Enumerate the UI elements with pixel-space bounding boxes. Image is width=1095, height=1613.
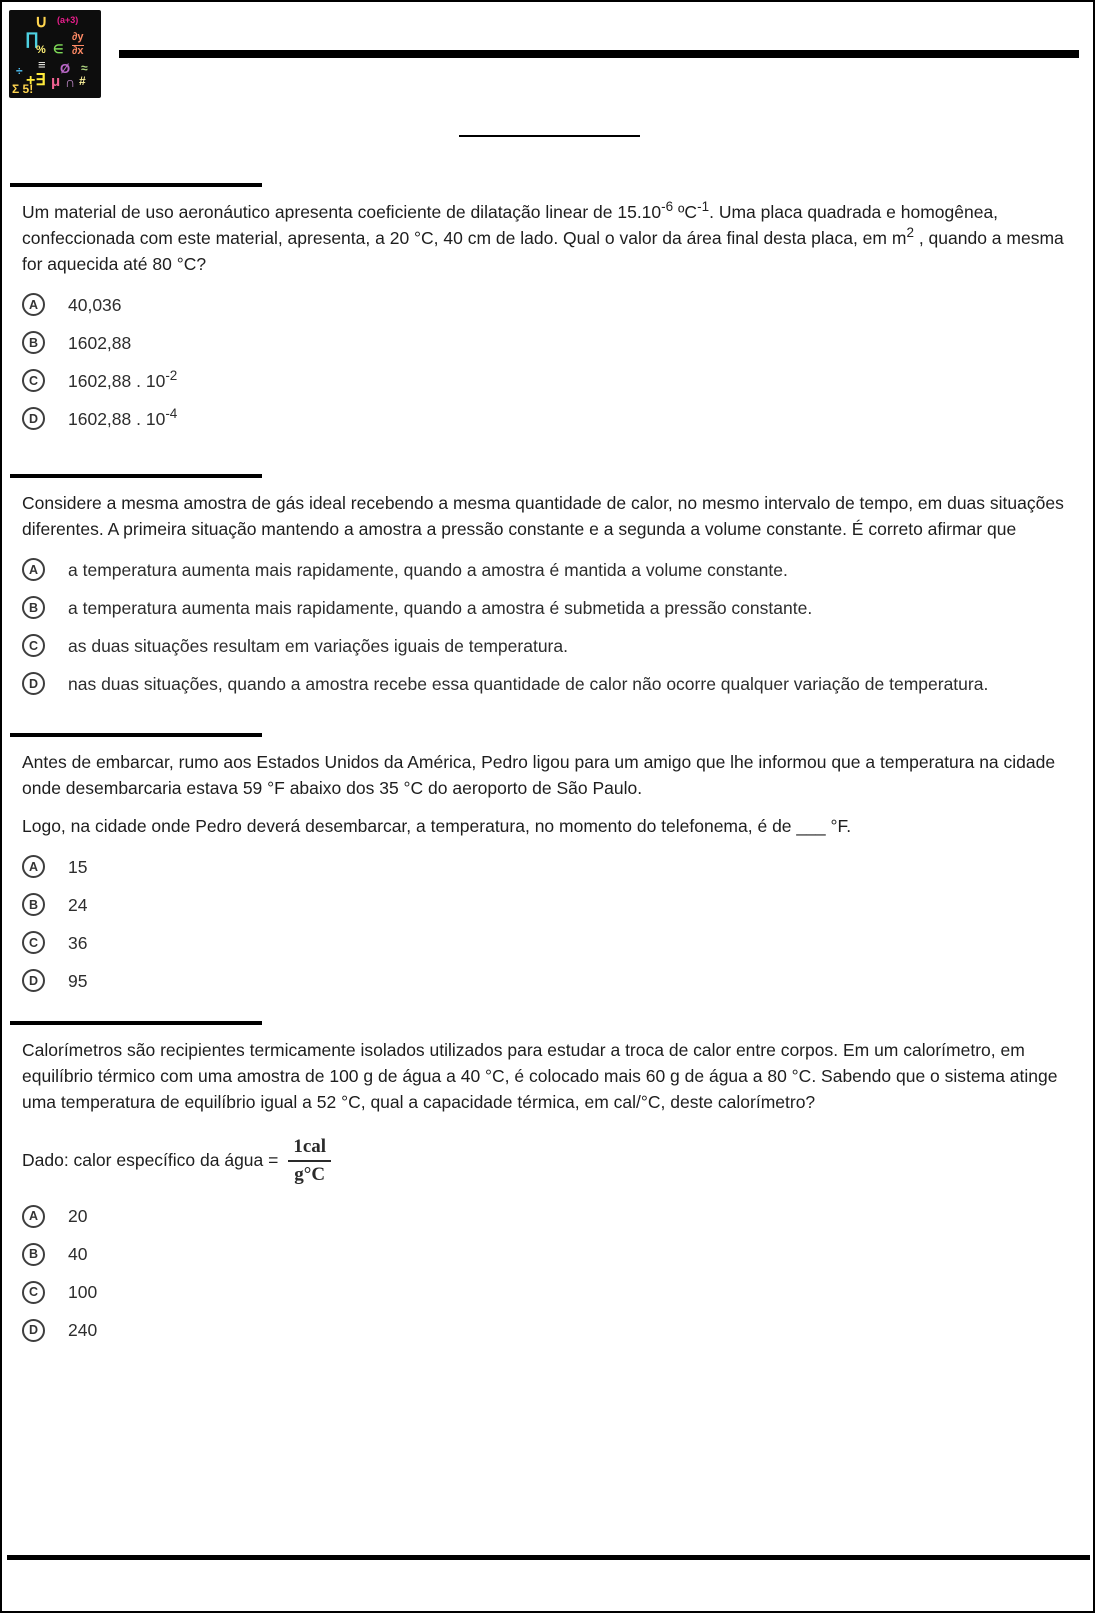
question-2-divider bbox=[10, 474, 262, 478]
question-2 bbox=[10, 474, 1084, 697]
math-symbols-logo bbox=[9, 10, 101, 98]
option-1b-text: 1602,88 bbox=[68, 332, 132, 353]
option-2b-badge: B bbox=[22, 596, 45, 619]
logo-symbol: (a+3) bbox=[57, 15, 79, 25]
questions-area bbox=[10, 183, 1084, 1355]
option-2d-text: nas duas situações, quando a amostra recebe essa quantidade de calor não ocorre qualquer variação de temperatura. bbox=[68, 673, 989, 694]
option-3b-text: 24 bbox=[68, 894, 88, 915]
logo-symbol: ∂y bbox=[72, 31, 84, 43]
option-4a[interactable] bbox=[22, 1203, 1084, 1230]
logo-symbol: μ bbox=[51, 73, 61, 90]
fraction-numerator: 1cal bbox=[288, 1135, 331, 1162]
logo-symbol: ∪ bbox=[35, 12, 48, 31]
option-2d-badge: D bbox=[22, 672, 45, 695]
option-1c-text: 1602,88 . $10^{-2}$ bbox=[68, 367, 178, 391]
logo-symbol: ÷ bbox=[16, 64, 23, 78]
option-2b-text: a temperatura aumenta mais rapidamente, quando a amostra é submetida a pressão constante. bbox=[68, 597, 813, 618]
question-1-text: Um material de uso aeronáutico apresenta coeficiente de dilatação linear de $15.10^{-6}$ ºC$^{-1}$. Uma placa quadrada e homogênea, confeccionada com este material, apresenta, a 20 °C, 40 cm de lado. Qual o valor da área final desta placa, em $m^2$ , quando a mesma for aquecida até 80 °C? bbox=[22, 199, 1064, 274]
question-3-text-2: Logo, na cidade onde Pedro deverá desembarcar, a temperatura, no momento do telefonema, é de ___ °F. bbox=[22, 816, 852, 836]
logo-symbol: ∩ bbox=[65, 74, 76, 90]
option-3a-text: 15 bbox=[68, 856, 88, 877]
logo-symbol: Σ 5! bbox=[12, 82, 34, 96]
question-3 bbox=[10, 733, 1084, 994]
question-3-options bbox=[22, 853, 1084, 994]
question-2-text: Considere a mesma amostra de gás ideal recebendo a mesma quantidade de calor, no mesmo intervalo de tempo, em duas situações diferentes. A primeira situação mantendo a amostra a pressão constante e a segunda a volume constante. É correto afirmar que bbox=[22, 493, 1064, 539]
question-3-text: Antes de embarcar, rumo aos Estados Unidos da América, Pedro ligou para um amigo que lhe informou que a temperatura na cidade onde desembarcaria estava 59 °F abaixo dos 35 °C do aeroporto de São Paulo. bbox=[22, 752, 1056, 798]
option-1d[interactable] bbox=[22, 405, 1084, 432]
question-4-options bbox=[22, 1203, 1084, 1344]
footer-rule bbox=[7, 1555, 1090, 1560]
option-1b-badge: B bbox=[22, 331, 45, 354]
option-1b[interactable] bbox=[22, 329, 1084, 356]
option-1d-text: 1602,88 . $10^{-4}$ bbox=[68, 405, 178, 429]
option-4c[interactable] bbox=[22, 1279, 1084, 1306]
option-4b-badge: B bbox=[22, 1243, 45, 1266]
option-3b[interactable] bbox=[22, 891, 1084, 918]
option-1c-badge: C bbox=[22, 369, 45, 392]
option-4b-text: 40 bbox=[68, 1244, 88, 1264]
option-2d[interactable] bbox=[22, 670, 1084, 697]
logo-symbol: +∃ bbox=[26, 72, 46, 89]
option-4a-text: 20 bbox=[68, 1206, 88, 1226]
option-2b[interactable] bbox=[22, 594, 1084, 621]
logo-symbol: ≡ bbox=[38, 57, 46, 72]
question-1-options bbox=[22, 291, 1084, 432]
option-1c[interactable] bbox=[22, 367, 1084, 394]
option-3b-badge: B bbox=[22, 893, 45, 916]
question-4 bbox=[10, 1021, 1084, 1344]
option-4a-badge: A bbox=[22, 1205, 45, 1228]
option-4b[interactable] bbox=[22, 1241, 1084, 1268]
option-3c[interactable] bbox=[22, 929, 1084, 956]
logo-symbol: ∈ bbox=[53, 42, 64, 56]
option-1a[interactable] bbox=[22, 291, 1084, 318]
logo-symbol: ∏ bbox=[25, 29, 39, 48]
option-3c-badge: C bbox=[22, 931, 45, 954]
question-1-divider bbox=[10, 183, 262, 187]
logo-symbol: % bbox=[36, 44, 46, 56]
title-blank-line bbox=[459, 135, 640, 137]
option-3d[interactable] bbox=[22, 967, 1084, 994]
header-rule bbox=[119, 50, 1079, 58]
logo-symbol: Ø bbox=[60, 61, 71, 76]
option-4d[interactable] bbox=[22, 1317, 1084, 1344]
option-2a-text: a temperatura aumenta mais rapidamente, quando a amostra é mantida a volume constante. bbox=[68, 559, 788, 580]
option-4d-badge: D bbox=[22, 1319, 45, 1342]
option-4d-text: 240 bbox=[68, 1320, 98, 1340]
fraction-denominator: g°C bbox=[294, 1163, 326, 1185]
question-4-divider bbox=[10, 1021, 262, 1025]
question-3-divider bbox=[10, 733, 262, 737]
option-1a-text: 40,036 bbox=[68, 294, 122, 315]
option-3a[interactable] bbox=[22, 853, 1084, 880]
logo-symbol: ≈ bbox=[81, 61, 88, 75]
option-4c-text: 100 bbox=[68, 1282, 98, 1302]
question-1 bbox=[10, 183, 1084, 432]
option-2c-text: as duas situações resultam em variações iguais de temperatura. bbox=[68, 635, 568, 656]
question-2-options bbox=[22, 556, 1084, 697]
option-1a-badge: A bbox=[22, 293, 45, 316]
question-4-text: Calorímetros são recipientes termicamente isolados utilizados para estudar a troca de calor entre corpos. Em um calorímetro, em equilíbrio térmico com uma amostra de 100 g de água a 40 °C, é colocado mais 60 g de água a 80 °C. Sabendo que o sistema atinge uma temperatura de equilíbrio igual a 52 °C, qual a capacidade térmica, em cal/°C, deste calorímetro? bbox=[22, 1040, 1058, 1112]
option-3c-text: 36 bbox=[68, 932, 88, 953]
option-2c-badge: C bbox=[22, 634, 45, 657]
logo-symbol: ∂x bbox=[72, 45, 84, 57]
given-data-line bbox=[22, 1135, 1084, 1187]
option-2c[interactable] bbox=[22, 632, 1084, 659]
option-4c-badge: C bbox=[22, 1281, 45, 1304]
option-3d-badge: D bbox=[22, 969, 45, 992]
given-data-label: Dado: calor específico da água = bbox=[22, 1150, 279, 1171]
option-3d-text: 95 bbox=[68, 970, 88, 991]
option-3a-badge: A bbox=[22, 855, 45, 878]
option-2a[interactable] bbox=[22, 556, 1084, 583]
logo-symbol: # bbox=[79, 74, 86, 88]
option-2a-badge: A bbox=[22, 558, 45, 581]
option-1d-badge: D bbox=[22, 407, 45, 430]
specific-heat-fraction bbox=[288, 1135, 331, 1187]
